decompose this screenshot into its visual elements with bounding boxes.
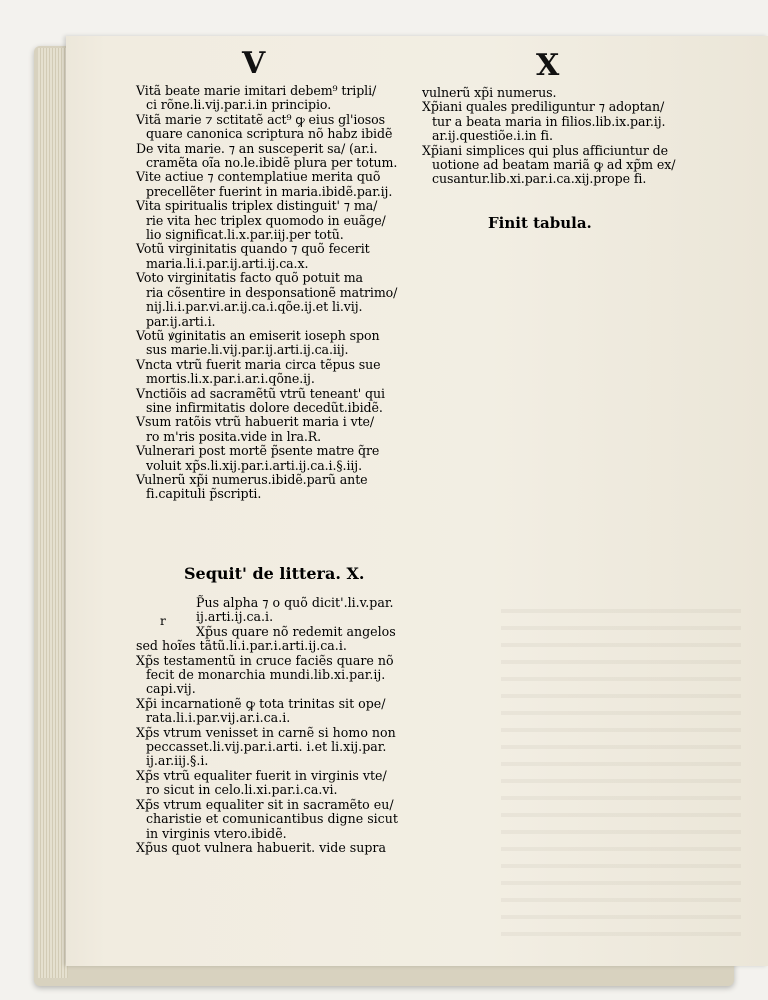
book-page: [66, 36, 768, 966]
entry-line: ro m'ris posita.vide in lra.R.: [146, 428, 322, 444]
index-entry: [136, 415, 471, 444]
entry-line: Xp̃iani simplices qui plus afficiuntur de: [422, 142, 668, 158]
entry-line: Vulnerari post mortẽ p̃sente matre q̃re: [136, 443, 380, 459]
entry-line: ij.ar.iij.§.i.: [146, 753, 209, 769]
entry-line: Vite actiue ⁊ contemplatiue merita quõ: [136, 169, 381, 185]
index-entry: [136, 242, 471, 271]
entry-line: Votũ ꝟginitatis an emiserit ioseph spon: [136, 327, 380, 343]
entry-line: ria cõsentire in desponsationẽ matrimo/: [146, 284, 398, 300]
index-entry: [136, 726, 471, 769]
right-column-letter: X: [536, 48, 560, 83]
entry-line: par.ij.arti.i.: [146, 313, 216, 329]
entry-line: in virginis vtero.ibidẽ.: [146, 825, 287, 841]
index-entry: [136, 387, 471, 416]
entry-line: P̃us alpha ⁊ o quõ dicit'.li.v.par.: [196, 595, 394, 610]
entry-line: Voto virginitatis facto quõ potuit ma: [136, 270, 363, 286]
entry-line: Xp̃s vtrũ equaliter fuerit in virginis vte/: [136, 767, 387, 783]
entry-line: vulnerũ xp̃i numerus.: [422, 85, 557, 100]
index-entry: [136, 697, 471, 726]
entry-line: ro sicut in celo.li.xi.par.i.ca.vi.: [146, 782, 338, 798]
index-entry: [136, 769, 471, 798]
entry-line: Xp̃s vtrum venisset in carnẽ si homo non: [136, 724, 396, 740]
entry-line: voluit xp̃s.li.xij.par.i.arti.ij.ca.i.§.iij.: [146, 457, 363, 473]
entry-line: cramẽta oĩa no.le.ibidẽ plura per totum.: [146, 155, 398, 171]
left-column-entries: [136, 84, 471, 502]
entry-line: fi.capituli p̃scripti.: [146, 486, 262, 502]
marginal-letter: r: [160, 614, 166, 628]
entry-line: rata.li.i.par.vij.ar.i.ca.i.: [146, 710, 291, 726]
entry-line: Xp̃s testamentũ in cruce faciẽs quare nõ: [136, 652, 394, 668]
entry-line: uotione ad beatam mariã ꝙ ad xp̃m ex/: [432, 157, 676, 173]
index-entry: [136, 329, 471, 358]
entry-line: lio significat.li.x.par.iij.per totũ.: [146, 227, 344, 243]
index-entry: [422, 86, 722, 100]
entry-line: fecit de monarchia mundi.lib.xi.par.ij.: [146, 667, 386, 683]
entry-line: sed hoĩes tãtũ.li.i.par.i.arti.ij.ca.i.: [136, 638, 347, 654]
entry-line: tur a beata maria in filios.lib.ix.par.ij.: [432, 113, 666, 129]
left-column-letter: V: [242, 46, 266, 81]
section-heading: Sequit' de littera. X.: [184, 564, 365, 583]
entry-line: charistie et comunicantibus digne sicut: [146, 811, 398, 827]
entry-line: cusantur.lib.xi.par.i.ca.xij.prope fi.: [432, 171, 647, 187]
index-entry: [136, 473, 471, 502]
entry-line: Vita spiritualis triplex distinguit' ⁊ ma/: [136, 198, 378, 214]
entry-line: Vnctiõis ad sacramẽtũ vtrũ teneant' qui: [136, 385, 385, 401]
index-entry: [136, 358, 471, 387]
entry-line: capi.vij.: [146, 681, 196, 697]
entry-line: Xp̃s vtrum equaliter sit in sacramẽto eu/: [136, 796, 394, 812]
index-entry: [422, 144, 722, 187]
finit-tabula: Finit tabula.: [488, 214, 592, 232]
index-entry: [136, 444, 471, 473]
entry-line: sine infirmitatis dolore decedũt.ibidẽ.: [146, 399, 383, 415]
entry-line: De vita marie. ⁊ an susceperit sa/ (ar.i.: [136, 140, 378, 156]
index-entry: [136, 625, 471, 654]
index-entry: [136, 199, 471, 242]
show-through-text: [501, 596, 741, 936]
entry-line: Vulnerũ xp̃i numerus.ibidẽ.parũ ante: [136, 471, 368, 487]
entry-line: Vitã marie ⁊ sctitatẽ act⁹ ꝙ eius gl'iosos: [136, 111, 385, 127]
entry-line: Xp̃iani quales prediliguntur ⁊ adoptan/: [422, 99, 665, 115]
index-entry: [422, 100, 722, 143]
entry-line: Vitã beate marie imitari debem⁹ tripli/: [136, 83, 377, 98]
entry-line: mortis.li.x.par.i.ar.i.qõne.ij.: [146, 371, 315, 387]
entry-line: Xp̃i incarnationẽ ꝙ tota trinitas sit ope/: [136, 695, 386, 711]
entry-line: Vncta vtrũ fuerit maria circa tẽpus sue: [136, 356, 381, 372]
entry-line: sus marie.li.vij.par.ij.arti.ij.ca.iij.: [146, 342, 349, 358]
index-entry: [136, 84, 471, 113]
index-entry: [136, 113, 471, 142]
page-edges: [38, 48, 68, 978]
index-entry: [136, 170, 471, 199]
entry-line: Votũ virginitatis quando ⁊ quõ fecerit: [136, 241, 370, 257]
entry-line: rie vita hec triplex quomodo in euãge/: [146, 212, 386, 228]
index-entry: [136, 142, 471, 171]
entry-line: ci rõne.li.vij.par.i.in principio.: [146, 97, 332, 113]
entry-line: Xp̃us quot vulnera habuerit. vide supra: [136, 839, 386, 855]
index-entry: [136, 798, 471, 841]
entry-line: Xp̃us quare nõ redemit angelos: [196, 623, 396, 639]
index-entry: [136, 596, 471, 625]
entry-line: ar.ij.questiõe.i.in fi.: [432, 128, 553, 144]
entry-line: peccasset.li.vij.par.i.arti. i.et li.xij.par.: [146, 739, 387, 755]
entry-line: Vsum ratõis vtrũ habuerit maria i vte/: [136, 414, 375, 430]
right-column-entries: [422, 86, 722, 187]
index-entry: [136, 271, 471, 329]
index-entry: [136, 841, 471, 855]
entry-line: ij.arti.ij.ca.i.: [196, 609, 274, 625]
entry-line: quare canonica scriptura nõ habz ibidẽ: [146, 126, 393, 142]
entry-line: precellẽter fuerint in maria.ibidẽ.par.ij.: [146, 183, 393, 199]
index-entry: [136, 654, 471, 697]
section-x-entries: [136, 596, 471, 855]
entry-line: nij.li.i.par.vi.ar.ij.ca.i.qõe.ij.et li.vij.: [146, 299, 363, 315]
entry-line: maria.li.i.par.ij.arti.ij.ca.x.: [146, 255, 309, 271]
